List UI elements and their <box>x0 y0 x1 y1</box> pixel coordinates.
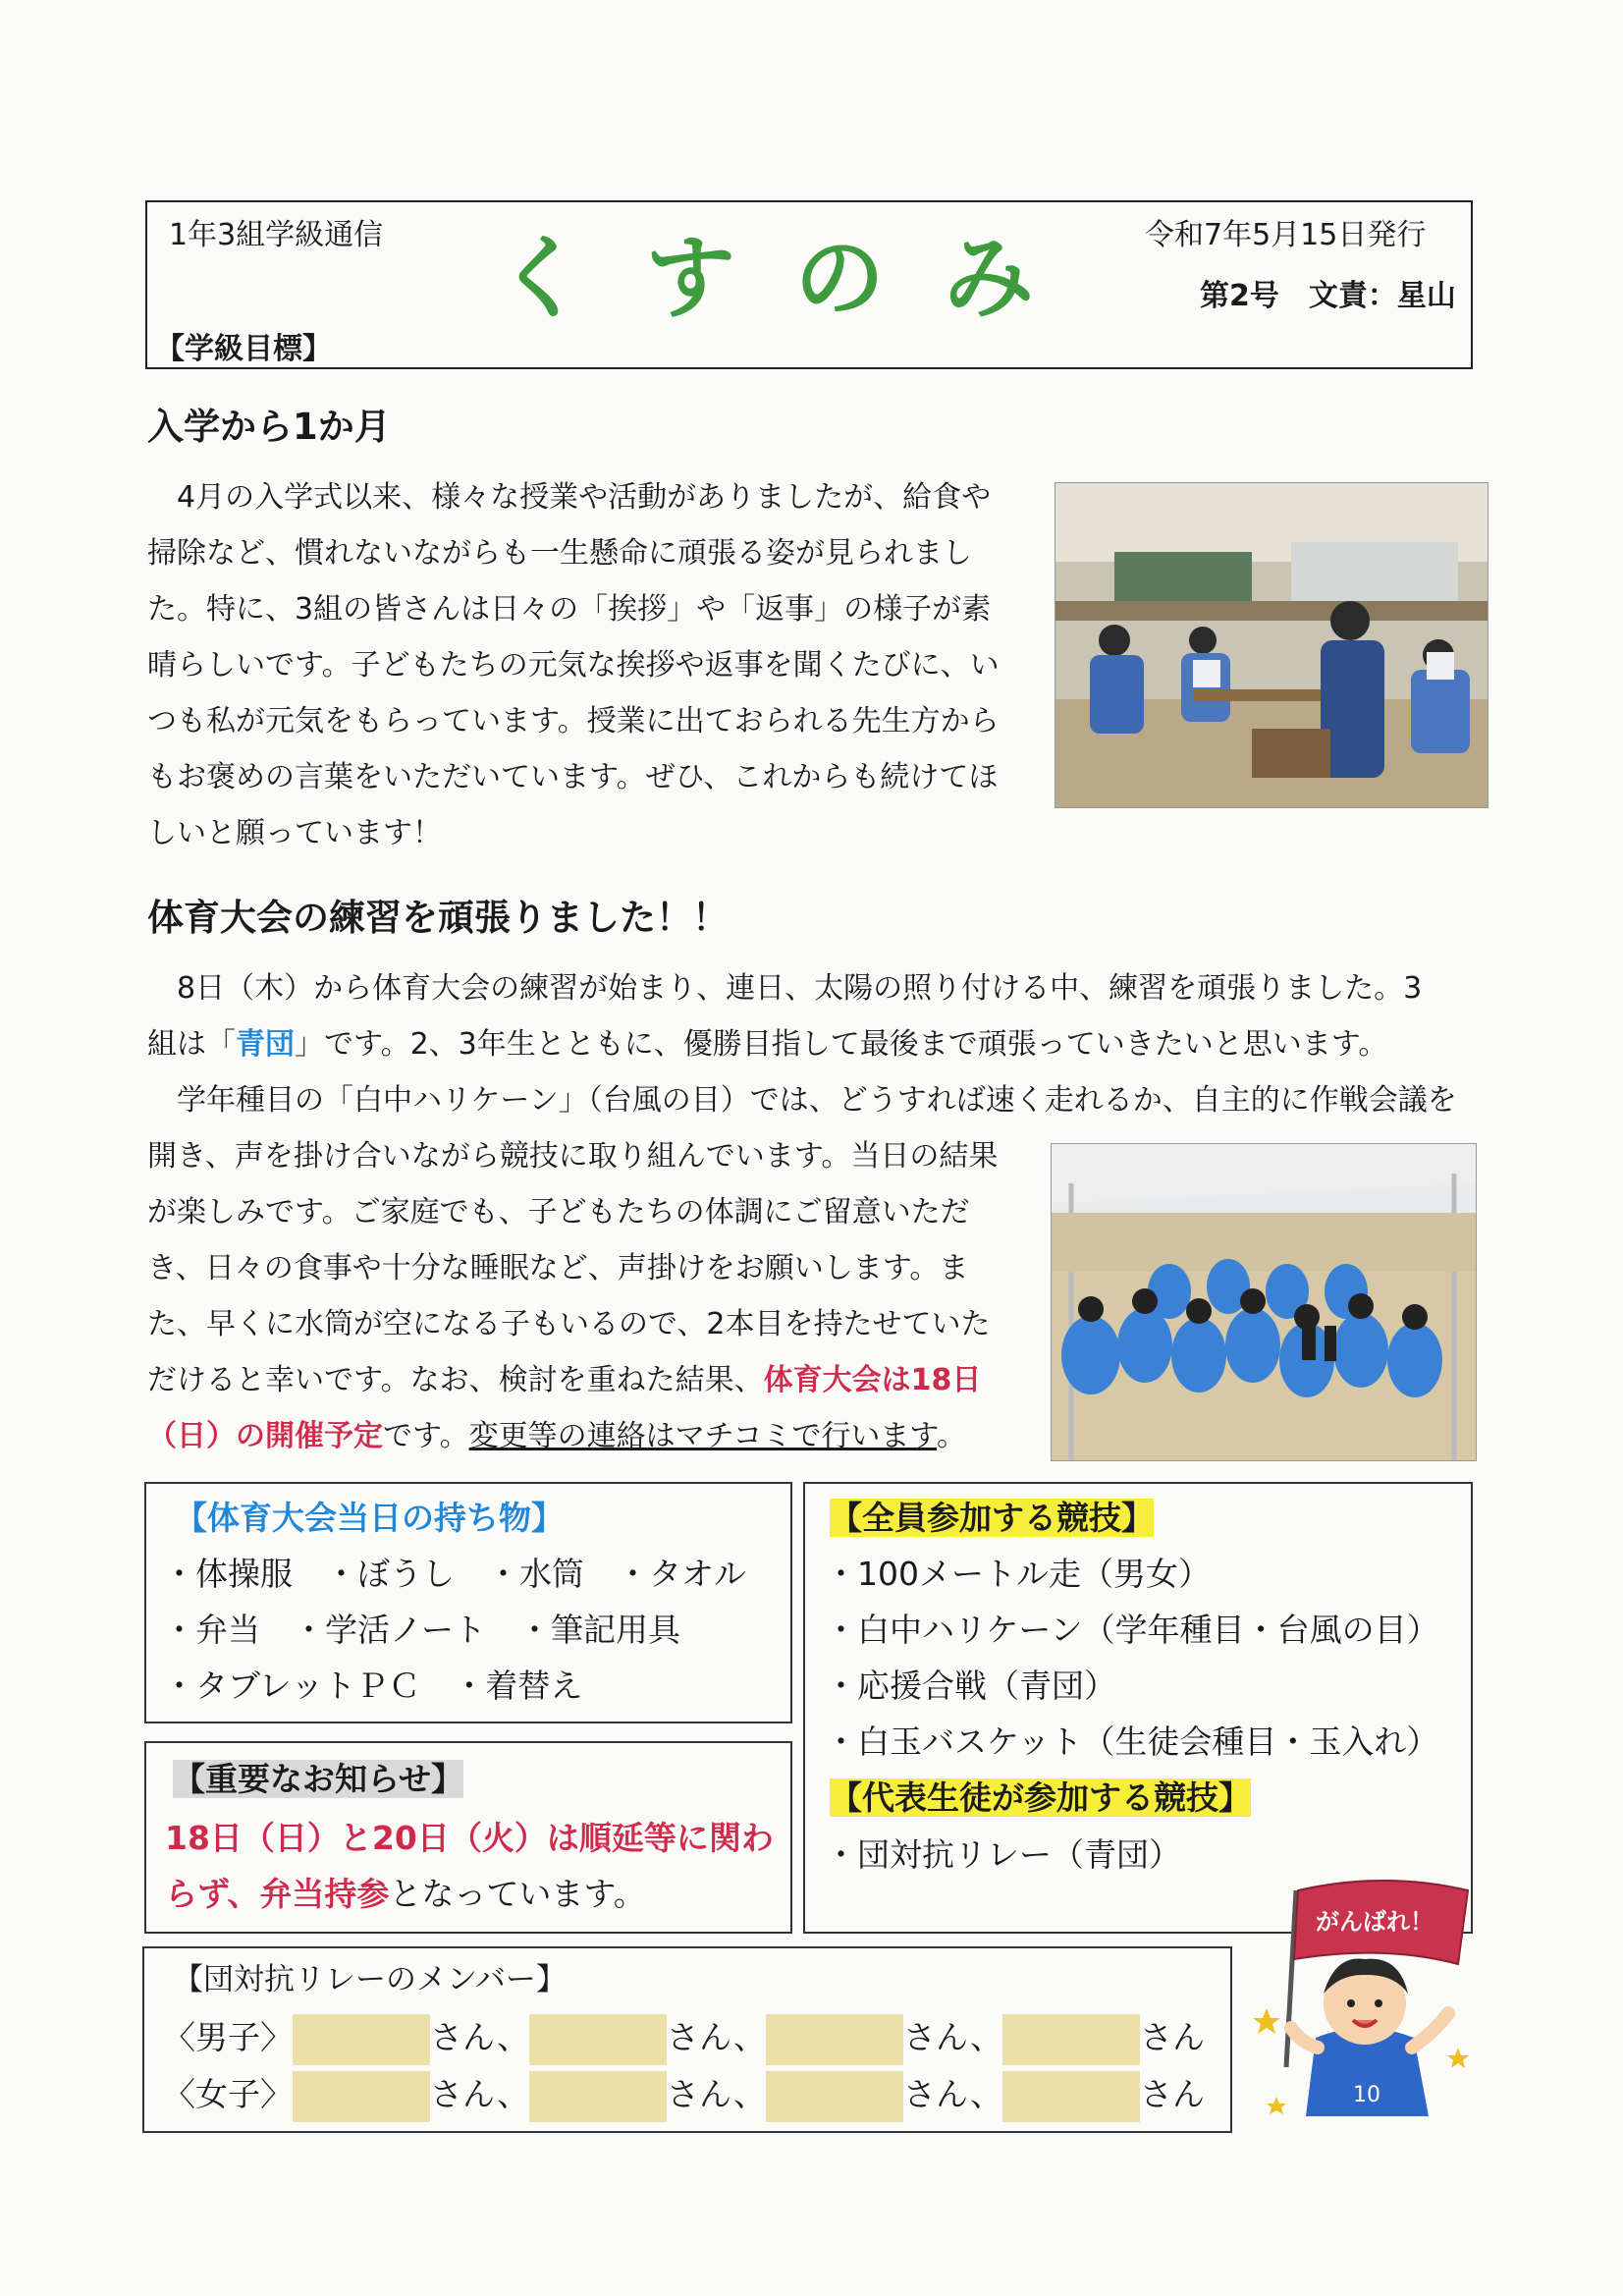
list-item: ・白玉バスケット（生徒会種目・玉入れ） <box>825 1722 1439 1761</box>
text-line: 4月の入学式以来、様々な授業や活動がありましたが、給食や <box>147 480 992 515</box>
text-line: つも私が元気をもらっています。授業に出ておられる先生方から <box>147 704 1000 738</box>
issue-number: 第2号 文責：星山 <box>1200 279 1456 313</box>
events-rep-title <box>830 1770 1251 1826</box>
flag-text: がんばれ！ <box>1316 1908 1434 1936</box>
cheering-boy-illustration <box>1247 1871 1483 2116</box>
class-goal-label: 【学級目標】 <box>155 332 332 366</box>
san-suffix: さん、 <box>430 2018 529 2056</box>
list-item: ・団対抗リレー（青団） <box>825 1835 1181 1874</box>
san-suffix: さん、 <box>666 2018 766 2056</box>
text-line: が楽しみです。ご家庭でも、子どもたちの体調にご留意いただ <box>147 1195 970 1230</box>
redacted-name <box>766 2014 903 2065</box>
text-line: 晴らしいです。子どもたちの元気な挨拶や返事を聞くたびに、い <box>147 648 1000 683</box>
list-item: ・100メートル走（男女） <box>825 1555 1211 1593</box>
events-rep-list <box>825 1827 1181 1883</box>
section1-heading: 入学から1か月 <box>147 406 391 448</box>
text-line <box>147 1408 1051 1464</box>
text-fragment: 。 <box>937 1419 967 1453</box>
notice-title-label: 【重要なお知らせ】 <box>173 1760 464 1798</box>
notice-line: 18日（日）と20日（火）は順延等に関わ <box>165 1819 774 1857</box>
section2-body <box>147 1128 1051 1464</box>
san-suffix: さん <box>1139 2075 1205 2113</box>
redacted-name <box>529 2014 667 2065</box>
section2-heading: 体育大会の練習を頑張りました！！ <box>147 897 729 939</box>
notice-box-title <box>173 1751 463 1807</box>
text-fragment: 」です。2、3年生とともに、優勝目指して最後まで頑張っていきたいと思います。 <box>295 1027 1388 1062</box>
text-line: もお褒めの言葉をいただいています。ぜひ、これからも続けてほ <box>147 760 999 794</box>
events-all-title-label: 【全員参加する競技】 <box>830 1499 1154 1537</box>
list-item: ・体操服 ・ぼうし ・水筒 ・タオル <box>163 1555 746 1593</box>
girls-label: 〈女子〉 <box>163 2075 293 2113</box>
items-list <box>163 1546 746 1714</box>
list-item: ・白中ハリケーン（学年種目・台風の目） <box>825 1611 1439 1649</box>
events-all-list <box>825 1546 1439 1770</box>
events-rep-title-label: 【代表生徒が参加する競技】 <box>830 1778 1251 1817</box>
text-line: き、日々の食事や十分な睡眠など、声掛けをお願いします。ま <box>147 1251 969 1285</box>
text-fragment: となっています。 <box>389 1875 646 1913</box>
notice-body <box>165 1810 774 1922</box>
event-date-highlight: 体育大会は18日 <box>763 1363 982 1397</box>
relay-girls-row <box>163 2066 1205 2122</box>
class-label: 1年3組学級通信 <box>169 218 384 252</box>
contact-note: 変更等の連絡はマチコミで行います <box>468 1419 938 1453</box>
san-suffix: さん <box>1139 2018 1205 2056</box>
boys-label: 〈男子〉 <box>163 2018 293 2056</box>
san-suffix: さん、 <box>902 2018 1002 2056</box>
text-line: 開き、声を掛け合いながら競技に取り組んでいます。当日の結果 <box>147 1139 999 1174</box>
san-suffix: さん、 <box>902 2075 1002 2113</box>
redacted-name <box>1002 2014 1140 2065</box>
text-fragment: 組は「 <box>147 1027 236 1062</box>
list-item: ・弁当 ・学活ノート ・筆記用具 <box>163 1611 681 1649</box>
text-line: しいと願っています！ <box>147 816 442 850</box>
event-date-highlight: （日）の開催予定 <box>147 1419 383 1453</box>
redacted-name <box>1002 2071 1140 2122</box>
list-item: ・タブレットＰＣ ・着替え <box>163 1667 583 1705</box>
newsletter-title: くすのみ <box>496 226 1094 331</box>
san-suffix: さん、 <box>430 2075 529 2113</box>
text-line: 掃除など、慣れないながらも一生懸命に頑張る姿が見られまし <box>147 536 972 571</box>
redacted-name <box>529 2071 667 2122</box>
text-line: た。特に、3組の皆さんは日々の「挨拶」や「返事」の様子が素 <box>147 592 992 627</box>
relay-boys-row <box>163 2009 1205 2065</box>
text-line: た、早くに水筒が空になる子もいるので、2本目を持たせていた <box>147 1307 991 1341</box>
text-fragment: だけると幸いです。なお、検討を重ねた結果、 <box>147 1363 764 1397</box>
text-line <box>147 1016 1483 1072</box>
relay-box-title: 【団対抗リレーのメンバー】 <box>173 1962 567 1997</box>
events-all-title <box>830 1490 1154 1546</box>
team-name: 青団 <box>236 1027 295 1062</box>
text-fragment: です。 <box>383 1419 469 1453</box>
text-line <box>147 1352 1051 1408</box>
sports-practice-photo <box>1051 1143 1477 1461</box>
san-suffix: さん、 <box>666 2075 766 2113</box>
notice-highlight: らず、弁当持参 <box>165 1875 390 1913</box>
text-line: 8日（木）から体育大会の練習が始まり、連日、太陽の照り付ける中、練習を頑張りました。3 <box>147 971 1423 1006</box>
items-box-title: 【体育大会当日の持ち物】 <box>175 1499 564 1537</box>
redacted-name <box>293 2014 430 2065</box>
redacted-name <box>293 2071 430 2122</box>
notice-line <box>165 1866 774 1922</box>
classroom-photo <box>1055 482 1488 808</box>
section1-body <box>147 469 1051 861</box>
redacted-name <box>766 2071 903 2122</box>
issue-date: 令和7年5月15日発行 <box>1145 218 1427 252</box>
list-item: ・応援合戦（青団） <box>825 1667 1116 1705</box>
text-line: 学年種目の「白中ハリケーン」（台風の目）では、どうすれば速く走れるか、自主的に作戦会議を <box>147 1083 1457 1118</box>
shirt-number: 10 <box>1353 2083 1380 2107</box>
section2-intro <box>147 960 1483 1128</box>
